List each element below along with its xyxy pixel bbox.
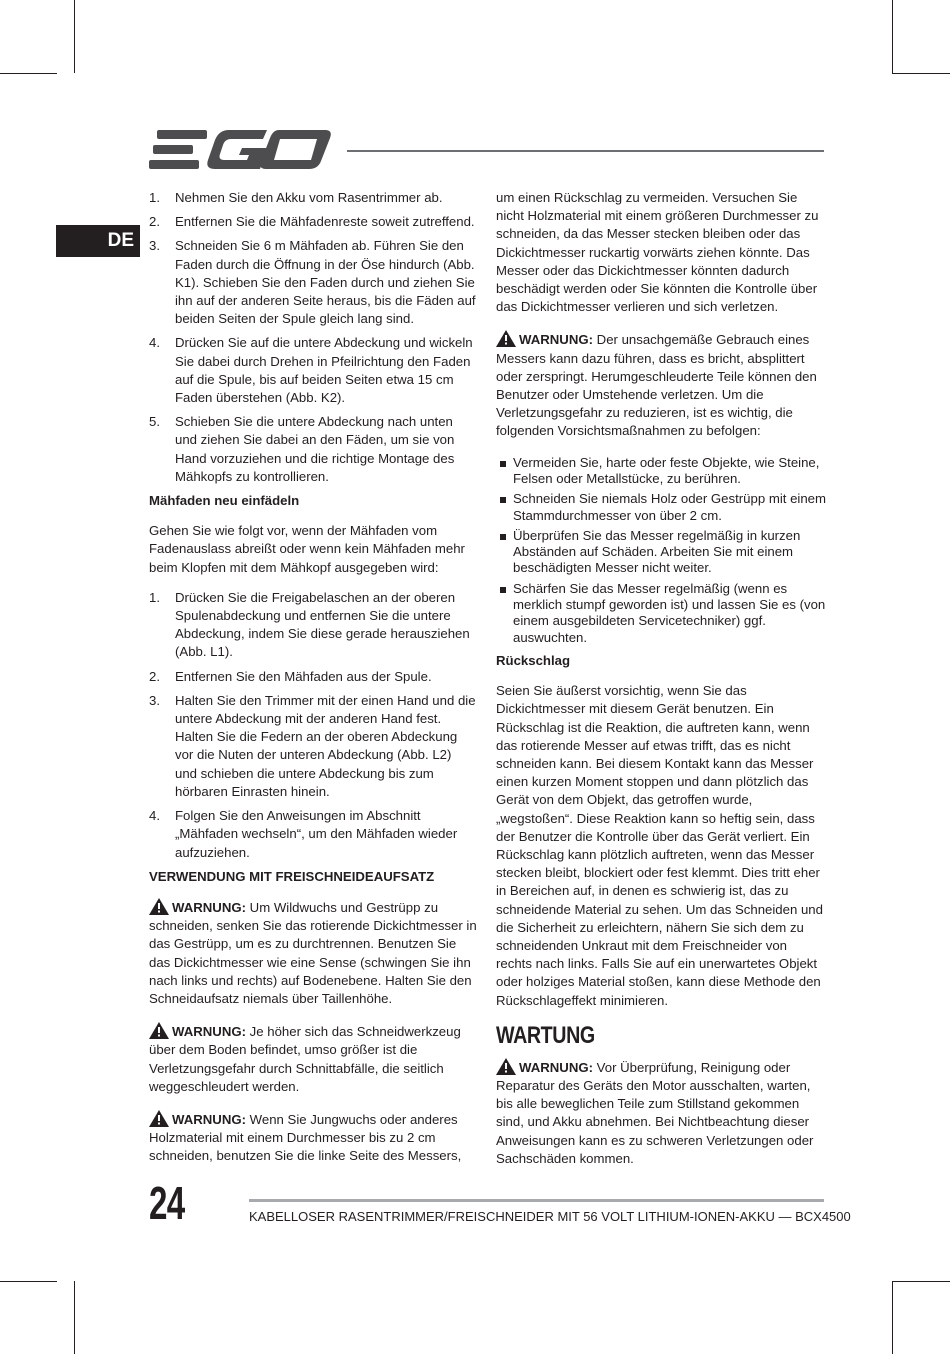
- paragraph: um einen Rückschlag zu vermeiden. Versuchen Sie nicht Holzmaterial mit einem größeren Durchmesser zu schneiden, da das Messer stecken bleiben oder das Dickichtmesser ruckartig vorwärts ziehen könnte. Das Messer oder das Dickichtmesser könnten dadurch beschädigt werden oder Sie könnten die Kontrolle über das Dickichtmesser verlieren und sich verletzen.: [496, 190, 819, 315]
- rethread-steps: [149, 589, 477, 862]
- list-item: Überprüfen Sie das Messer regelmäßig in kurzen Abständen auf Schäden. Arbeiten Sie mit einem beschädigten Messer nicht weiter.: [496, 528, 826, 577]
- footer-rule: [249, 1199, 824, 1202]
- warning-paragraph: WARNUNG: Vor Überprüfung, Reinigung oder Reparatur des Geräts den Motor ausschalten, warten, bis alle beweglichen Teile zum Stillstand gekommen sind, und Akku abnehmen. Bei Nichtbeachtung dieser Anweisungen kann es zu schweren Verletzungen oder Sachschäden kommen.: [496, 1059, 814, 1166]
- list-item: 1. Drücken Sie die Freigabelaschen an der oberen Spulenabdeckung und entfernen Sie die untere Abdeckung, indem Sie diese gerade herausziehen (Abb. L1).: [149, 589, 470, 660]
- language-tab: DE: [56, 225, 140, 257]
- warning-triangle-icon: [149, 1022, 169, 1039]
- warning-paragraph: WARNUNG: Wenn Sie Jungwuchs oder anderes Holzmaterial mit einem Durchmesser bis zu 2 cm schneiden, benutzen Sie die linke Seite des Messers,: [149, 1111, 462, 1164]
- left-column: [149, 189, 477, 1180]
- list-item: 3. Halten Sie den Trimmer mit der einen Hand und die untere Abdeckung mit der anderen Hand fest. Halten Sie die Federn an der oberen Abdeckung vor die Nuten der unteren Abdeckung (Abb. L2) und schieben die untere Abdeckung bis zum hörbaren Einrasten hinein.: [149, 692, 476, 799]
- header-rule: [347, 150, 824, 152]
- section-title: WARTUNG: [496, 1021, 595, 1049]
- list-item: Schneiden Sie niemals Holz oder Gestrüpp mit einem Stammdurchmesser von über 2 cm.: [496, 491, 826, 524]
- list-item: 2. Entfernen Sie die Mähfadenreste soweit zutreffend.: [149, 214, 475, 230]
- warning-triangle-icon: [149, 1110, 169, 1127]
- paragraph: Seien Sie äußerst vorsichtig, wenn Sie das Dickichtmesser mit diesem Gerät benutzen. Ein Rückschlag ist die Reaktion, die auftreten kann, wenn das rotierende Messer auf etwas trifft, das es nicht schneiden kann. Bei diesem Kontakt kann das Messer einen kurzen Moment stoppen und dann plötzlich das Gerät von dem Objekt, das getroffen wurde, „wegstoßen“. Diese Reaktion kann so heftig sein, dass der Benutzer die Kontrolle über das Gerät verliert. Ein Rückschlag kann plötzlich auftreten, wenn das Messer stecken bleibt, blockiert oder fest klemmt. Dies tritt eher in Bereichen auf, in denen es schwierig ist, das zu schneidende Material zu sehen. Um das Schneiden und die Sicherheit zu erleichtern, nähern Sie sich dem zu schneidenden Unkraut mit dem Freischneider von rechts nach links. Falls Sie auf ein unerwartetes Objekt oder holziges Material stoßen, kann diese Methode den Rückschlageffekt minimieren.: [496, 683, 823, 1008]
- list-item: 1. Nehmen Sie den Akku vom Rasentrimmer ab.: [149, 190, 443, 205]
- page-number: 24: [149, 1177, 185, 1229]
- list-item: Schärfen Sie das Messer regelmäßig (wenn es merklich stumpf geworden ist) und lassen Sie es (von einem ausgebildeten Servicetechniker) ggf. auswuchten.: [496, 581, 826, 646]
- precaution-list: [496, 455, 826, 646]
- list-item: 2. Entfernen Sie den Mähfaden aus der Spule.: [149, 668, 432, 684]
- footer-title: KABELLOSER RASENTRIMMER/FREISCHNEIDER MIT 56 VOLT LITHIUM-IONEN-AKKU — BCX4500: [249, 1209, 851, 1224]
- warning-triangle-icon: [496, 330, 516, 347]
- list-item: 4. Drücken Sie auf die untere Abdeckung und wickeln Sie dabei durch Drehen in Pfeilrichtung den Faden auf die Spule, bis auf beiden Seiten etwa 15 cm Faden überstehen (Abb. K2).: [149, 335, 473, 406]
- right-column: [496, 189, 826, 1182]
- list-item: 5. Schieben Sie die untere Abdeckung nach unten und ziehen Sie dabei an den Fäden, um sie von Hand vorzuziehen und die richtige Montage des Mähkopfs zu kontrollieren.: [149, 414, 455, 484]
- ego-logo: [149, 128, 333, 172]
- paragraph: Gehen Sie wie folgt vor, wenn der Mähfaden vom Fadenauslass abreißt oder wenn kein Mähfaden mehr beim Klopfen mit dem Mähkopf ausgegeben wird:: [149, 523, 465, 575]
- subheading: Rückschlag: [496, 652, 571, 668]
- subheading: VERWENDUNG MIT FREISCHNEIDEAUFSATZ: [149, 868, 435, 884]
- list-item: 3. Schneiden Sie 6 m Mähfaden ab. Führen Sie den Faden durch die Öffnung in der Öse hindurch (Abb. K1). Schieben Sie den Faden durch und ziehen Sie ihn auf der anderen Seite heraus, bis die Fäden auf beiden Seiten der Spule gleich lang sind.: [149, 238, 476, 327]
- warning-triangle-icon: [496, 1058, 516, 1075]
- warning-paragraph: WARNUNG: Je höher sich das Schneidwerkzeug über dem Boden befindet, umso größer ist die Verletzungsgefahr durch Schnittabfälle, die seitlich weggeschleudert werden.: [149, 1024, 461, 1094]
- list-item: Vermeiden Sie, harte oder feste Objekte, wie Steine, Felsen oder Metallstücke, zu berühren.: [496, 455, 826, 488]
- warning-paragraph: WARNUNG: Um Wildwuchs und Gestrüpp zu schneiden, senken Sie das rotierende Dickichtmesser in das Gestrüpp, um es zu durchtrennen. Benutzen Sie das Dickichtmesser wie eine Sense (schwingen Sie ihn nach links und rechts) auf Bodenebene. Halten Sie den Schneidaufsatz niemals über Taillenhöhe.: [149, 899, 477, 1006]
- thread-replace-steps: [149, 189, 477, 486]
- list-item: 4. Folgen Sie den Anweisungen im Abschnitt „Mähfaden wechseln“, um den Mähfaden wieder aufzuziehen.: [149, 808, 458, 860]
- subheading: Mähfaden neu einfädeln: [149, 493, 300, 509]
- warning-paragraph: WARNUNG: Der unsachgemäße Gebrauch eines Messers kann dazu führen, dass es bricht, absplittert oder zerspringt. Herumgeschleuderte Teile können den Benutzer oder Umstehende verletzen. Um die Verletzungsgefahr zu reduzieren, ist es wichtig, die folgenden Vorsichtsmaßnahmen zu befolgen:: [496, 332, 817, 439]
- warning-triangle-icon: [149, 898, 169, 915]
